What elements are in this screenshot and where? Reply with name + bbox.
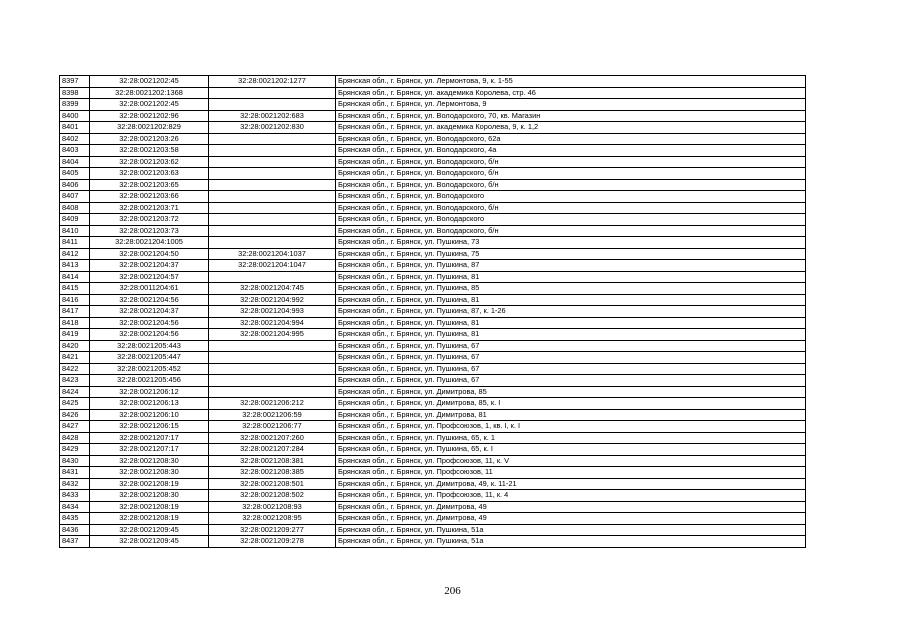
table-body (60, 76, 806, 548)
table-row (60, 237, 806, 249)
object-cadastral-number-cell (209, 352, 336, 364)
land-plot-cadastral-number-cell: 32:28:0021202:45 (90, 76, 209, 88)
table-row (60, 87, 806, 99)
land-plot-cadastral-number-cell: 32:28:0021203:65 (90, 179, 209, 191)
row-number-cell: 8404 (60, 156, 90, 168)
row-number-cell: 8428 (60, 432, 90, 444)
address-cell: Брянская обл., г. Брянск, ул. Пушкина, 73 (336, 237, 806, 249)
row-number-cell: 8421 (60, 352, 90, 364)
table-row (60, 168, 806, 180)
address-cell: Брянская обл., г. Брянск, ул. Пушкина, 81 (336, 294, 806, 306)
table-row (60, 283, 806, 295)
address-cell: Брянская обл., г. Брянск, ул. Володарского, б/н (336, 156, 806, 168)
table-row (60, 133, 806, 145)
row-number-cell: 8424 (60, 386, 90, 398)
land-plot-cadastral-number-cell: 32:28:0021208:30 (90, 467, 209, 479)
row-number-cell: 8410 (60, 225, 90, 237)
table-row (60, 536, 806, 548)
address-cell: Брянская обл., г. Брянск, ул. Володарского, 70, кв. Магазин (336, 110, 806, 122)
object-cadastral-number-cell (209, 168, 336, 180)
land-plot-cadastral-number-cell: 32:28:0021205:456 (90, 375, 209, 387)
row-number-cell: 8429 (60, 444, 90, 456)
address-cell: Брянская обл., г. Брянск, ул. Димитрова, 85 (336, 386, 806, 398)
table-row (60, 501, 806, 513)
row-number-cell: 8425 (60, 398, 90, 410)
land-plot-cadastral-number-cell: 32:28:0021202:829 (90, 122, 209, 134)
object-cadastral-number-cell (209, 271, 336, 283)
row-number-cell: 8398 (60, 87, 90, 99)
cadastral-registry-table (59, 75, 806, 548)
row-number-cell: 8419 (60, 329, 90, 341)
address-cell: Брянская обл., г. Брянск, ул. академика Королева, 9, к. 1,2 (336, 122, 806, 134)
land-plot-cadastral-number-cell: 32:28:0021203:63 (90, 168, 209, 180)
address-cell: Брянская обл., г. Брянск, ул. Пушкина, 65, к. 1 (336, 432, 806, 444)
row-number-cell: 8430 (60, 455, 90, 467)
object-cadastral-number-cell (209, 340, 336, 352)
table-row (60, 524, 806, 536)
table-row (60, 317, 806, 329)
land-plot-cadastral-number-cell: 32:28:0021209:45 (90, 536, 209, 548)
table-row (60, 329, 806, 341)
land-plot-cadastral-number-cell: 32:28:0021206:10 (90, 409, 209, 421)
address-cell: Брянская обл., г. Брянск, ул. Пушкина, 65, к. I (336, 444, 806, 456)
address-cell: Брянская обл., г. Брянск, ул. Пушкина, 85 (336, 283, 806, 295)
land-plot-cadastral-number-cell: 32:28:0021203:73 (90, 225, 209, 237)
object-cadastral-number-cell (209, 99, 336, 111)
object-cadastral-number-cell: 32:28:0021204:1047 (209, 260, 336, 272)
address-cell: Брянская обл., г. Брянск, ул. Профсоюзов, 11 (336, 467, 806, 479)
land-plot-cadastral-number-cell: 32:28:0021208:30 (90, 490, 209, 502)
address-cell: Брянская обл., г. Брянск, ул. Володарского, б/н (336, 225, 806, 237)
table-row (60, 271, 806, 283)
address-cell: Брянская обл., г. Брянск, ул. Володарского, 4а (336, 145, 806, 157)
object-cadastral-number-cell: 32:28:0021208:95 (209, 513, 336, 525)
object-cadastral-number-cell: 32:28:0021206:59 (209, 409, 336, 421)
land-plot-cadastral-number-cell: 32:28:0021204:37 (90, 260, 209, 272)
land-plot-cadastral-number-cell: 32:28:0021203:26 (90, 133, 209, 145)
address-cell: Брянская обл., г. Брянск, ул. Лермонтова, 9, к. 1-55 (336, 76, 806, 88)
table-row (60, 99, 806, 111)
row-number-cell: 8399 (60, 99, 90, 111)
address-cell: Брянская обл., г. Брянск, ул. Пушкина, 51а (336, 524, 806, 536)
object-cadastral-number-cell: 32:28:0021209:277 (209, 524, 336, 536)
row-number-cell: 8403 (60, 145, 90, 157)
table-row (60, 352, 806, 364)
row-number-cell: 8412 (60, 248, 90, 260)
land-plot-cadastral-number-cell: 32:28:0021204:56 (90, 329, 209, 341)
row-number-cell: 8431 (60, 467, 90, 479)
land-plot-cadastral-number-cell: 32:28:0021208:19 (90, 501, 209, 513)
object-cadastral-number-cell: 32:28:0021208:501 (209, 478, 336, 490)
land-plot-cadastral-number-cell: 32:28:0021206:12 (90, 386, 209, 398)
address-cell: Брянская обл., г. Брянск, ул. Пушкина, 81 (336, 271, 806, 283)
address-cell: Брянская обл., г. Брянск, ул. Володарского (336, 214, 806, 226)
row-number-cell: 8401 (60, 122, 90, 134)
land-plot-cadastral-number-cell: 32:28:0011204:61 (90, 283, 209, 295)
land-plot-cadastral-number-cell: 32:28:0021205:447 (90, 352, 209, 364)
object-cadastral-number-cell: 32:28:0021208:385 (209, 467, 336, 479)
land-plot-cadastral-number-cell: 32:28:0021207:17 (90, 432, 209, 444)
table-row (60, 375, 806, 387)
object-cadastral-number-cell (209, 133, 336, 145)
land-plot-cadastral-number-cell: 32:28:0021206:13 (90, 398, 209, 410)
land-plot-cadastral-number-cell: 32:28:0021202:45 (90, 99, 209, 111)
object-cadastral-number-cell (209, 191, 336, 203)
row-number-cell: 8418 (60, 317, 90, 329)
object-cadastral-number-cell: 32:28:0021208:93 (209, 501, 336, 513)
address-cell: Брянская обл., г. Брянск, ул. Володарского, 62а (336, 133, 806, 145)
address-cell: Брянская обл., г. Брянск, ул. Володарского, б/н (336, 168, 806, 180)
object-cadastral-number-cell: 32:28:0021204:993 (209, 306, 336, 318)
address-cell: Брянская обл., г. Брянск, ул. Димитрова, 81 (336, 409, 806, 421)
object-cadastral-number-cell (209, 156, 336, 168)
object-cadastral-number-cell: 32:28:0021206:212 (209, 398, 336, 410)
row-number-cell: 8427 (60, 421, 90, 433)
land-plot-cadastral-number-cell: 32:28:0021203:72 (90, 214, 209, 226)
object-cadastral-number-cell: 32:28:0021207:260 (209, 432, 336, 444)
table-row (60, 260, 806, 272)
row-number-cell: 8433 (60, 490, 90, 502)
object-cadastral-number-cell: 32:28:0021208:381 (209, 455, 336, 467)
row-number-cell: 8405 (60, 168, 90, 180)
object-cadastral-number-cell (209, 237, 336, 249)
row-number-cell: 8416 (60, 294, 90, 306)
address-cell: Брянская обл., г. Брянск, ул. Пушкина, 87 (336, 260, 806, 272)
table-row (60, 432, 806, 444)
object-cadastral-number-cell: 32:28:0021204:745 (209, 283, 336, 295)
table-row (60, 421, 806, 433)
object-cadastral-number-cell: 32:28:0021207:284 (209, 444, 336, 456)
table-row (60, 145, 806, 157)
land-plot-cadastral-number-cell: 32:28:0021204:57 (90, 271, 209, 283)
row-number-cell: 8434 (60, 501, 90, 513)
row-number-cell: 8411 (60, 237, 90, 249)
object-cadastral-number-cell: 32:28:0021209:278 (209, 536, 336, 548)
page-number: 206 (444, 585, 461, 597)
address-cell: Брянская обл., г. Брянск, ул. академика Королева, стр. 46 (336, 87, 806, 99)
address-cell: Брянская обл., г. Брянск, ул. Пушкина, 67 (336, 375, 806, 387)
object-cadastral-number-cell: 32:28:0021204:1037 (209, 248, 336, 260)
land-plot-cadastral-number-cell: 32:28:0021203:62 (90, 156, 209, 168)
land-plot-cadastral-number-cell: 32:28:0021204:37 (90, 306, 209, 318)
land-plot-cadastral-number-cell: 32:28:0021204:1005 (90, 237, 209, 249)
address-cell: Брянская обл., г. Брянск, ул. Димитрова, 85, к. I (336, 398, 806, 410)
row-number-cell: 8435 (60, 513, 90, 525)
table-row (60, 386, 806, 398)
land-plot-cadastral-number-cell: 32:28:0021206:15 (90, 421, 209, 433)
row-number-cell: 8415 (60, 283, 90, 295)
table-row (60, 306, 806, 318)
table-row (60, 122, 806, 134)
row-number-cell: 8407 (60, 191, 90, 203)
table-row (60, 490, 806, 502)
row-number-cell: 8406 (60, 179, 90, 191)
address-cell: Брянская обл., г. Брянск, ул. Димитрова, 49, к. 11-21 (336, 478, 806, 490)
land-plot-cadastral-number-cell: 32:28:0021208:19 (90, 513, 209, 525)
table-row (60, 156, 806, 168)
land-plot-cadastral-number-cell: 32:28:0021204:56 (90, 294, 209, 306)
row-number-cell: 8437 (60, 536, 90, 548)
row-number-cell: 8432 (60, 478, 90, 490)
table-row (60, 455, 806, 467)
row-number-cell: 8397 (60, 76, 90, 88)
land-plot-cadastral-number-cell: 32:28:0021208:19 (90, 478, 209, 490)
row-number-cell: 8400 (60, 110, 90, 122)
address-cell: Брянская обл., г. Брянск, ул. Лермонтова, 9 (336, 99, 806, 111)
address-cell: Брянская обл., г. Брянск, ул. Пушкина, 81 (336, 317, 806, 329)
object-cadastral-number-cell (209, 363, 336, 375)
table-row (60, 76, 806, 88)
table-row (60, 467, 806, 479)
land-plot-cadastral-number-cell: 32:28:0021203:58 (90, 145, 209, 157)
row-number-cell: 8423 (60, 375, 90, 387)
land-plot-cadastral-number-cell: 32:28:0021205:452 (90, 363, 209, 375)
land-plot-cadastral-number-cell: 32:28:0021204:56 (90, 317, 209, 329)
land-plot-cadastral-number-cell: 32:28:0021209:45 (90, 524, 209, 536)
object-cadastral-number-cell (209, 87, 336, 99)
row-number-cell: 8436 (60, 524, 90, 536)
object-cadastral-number-cell (209, 375, 336, 387)
table-row (60, 340, 806, 352)
address-cell: Брянская обл., г. Брянск, ул. Пушкина, 67 (336, 340, 806, 352)
object-cadastral-number-cell (209, 179, 336, 191)
land-plot-cadastral-number-cell: 32:28:0021203:71 (90, 202, 209, 214)
address-cell: Брянская обл., г. Брянск, ул. Димитрова, 49 (336, 513, 806, 525)
address-cell: Брянская обл., г. Брянск, ул. Пушкина, 81 (336, 329, 806, 341)
row-number-cell: 8414 (60, 271, 90, 283)
address-cell: Брянская обл., г. Брянск, ул. Володарского (336, 191, 806, 203)
row-number-cell: 8409 (60, 214, 90, 226)
object-cadastral-number-cell (209, 386, 336, 398)
table-row (60, 444, 806, 456)
table-row (60, 225, 806, 237)
table-row (60, 110, 806, 122)
land-plot-cadastral-number-cell: 32:28:0021208:30 (90, 455, 209, 467)
table-row (60, 513, 806, 525)
table-row (60, 398, 806, 410)
row-number-cell: 8422 (60, 363, 90, 375)
table-row (60, 294, 806, 306)
object-cadastral-number-cell (209, 145, 336, 157)
address-cell: Брянская обл., г. Брянск, ул. Профсоюзов, 1, кв. I, к. I (336, 421, 806, 433)
address-cell: Брянская обл., г. Брянск, ул. Володарского, б/н (336, 202, 806, 214)
row-number-cell: 8417 (60, 306, 90, 318)
row-number-cell: 8413 (60, 260, 90, 272)
address-cell: Брянская обл., г. Брянск, ул. Володарского, б/н (336, 179, 806, 191)
object-cadastral-number-cell (209, 214, 336, 226)
table-row (60, 202, 806, 214)
object-cadastral-number-cell: 32:28:0021204:994 (209, 317, 336, 329)
address-cell: Брянская обл., г. Брянск, ул. Пушкина, 75 (336, 248, 806, 260)
table-row (60, 409, 806, 421)
object-cadastral-number-cell: 32:28:0021206:77 (209, 421, 336, 433)
row-number-cell: 8420 (60, 340, 90, 352)
land-plot-cadastral-number-cell: 32:28:0021207:17 (90, 444, 209, 456)
row-number-cell: 8408 (60, 202, 90, 214)
object-cadastral-number-cell (209, 202, 336, 214)
land-plot-cadastral-number-cell: 32:28:0021204:50 (90, 248, 209, 260)
table-row (60, 478, 806, 490)
address-cell: Брянская обл., г. Брянск, ул. Пушкина, 67 (336, 352, 806, 364)
land-plot-cadastral-number-cell: 32:28:0021205:443 (90, 340, 209, 352)
object-cadastral-number-cell: 32:28:0021208:502 (209, 490, 336, 502)
address-cell: Брянская обл., г. Брянск, ул. Пушкина, 67 (336, 363, 806, 375)
address-cell: Брянская обл., г. Брянск, ул. Димитрова, 49 (336, 501, 806, 513)
row-number-cell: 8426 (60, 409, 90, 421)
table-row (60, 191, 806, 203)
table-row (60, 248, 806, 260)
address-cell: Брянская обл., г. Брянск, ул. Пушкина, 87, к. 1-26 (336, 306, 806, 318)
table-row (60, 214, 806, 226)
land-plot-cadastral-number-cell: 32:28:0021202:1368 (90, 87, 209, 99)
table-row (60, 179, 806, 191)
object-cadastral-number-cell: 32:28:0021204:992 (209, 294, 336, 306)
address-cell: Брянская обл., г. Брянск, ул. Профсоюзов, 11, к. V (336, 455, 806, 467)
row-number-cell: 8402 (60, 133, 90, 145)
land-plot-cadastral-number-cell: 32:28:0021203:66 (90, 191, 209, 203)
object-cadastral-number-cell: 32:28:0021204:995 (209, 329, 336, 341)
address-cell: Брянская обл., г. Брянск, ул. Пушкина, 51а (336, 536, 806, 548)
table-row (60, 363, 806, 375)
object-cadastral-number-cell: 32:28:0021202:830 (209, 122, 336, 134)
object-cadastral-number-cell: 32:28:0021202:683 (209, 110, 336, 122)
address-cell: Брянская обл., г. Брянск, ул. Профсоюзов, 11, к. 4 (336, 490, 806, 502)
object-cadastral-number-cell: 32:28:0021202:1277 (209, 76, 336, 88)
land-plot-cadastral-number-cell: 32:28:0021202:96 (90, 110, 209, 122)
object-cadastral-number-cell (209, 225, 336, 237)
